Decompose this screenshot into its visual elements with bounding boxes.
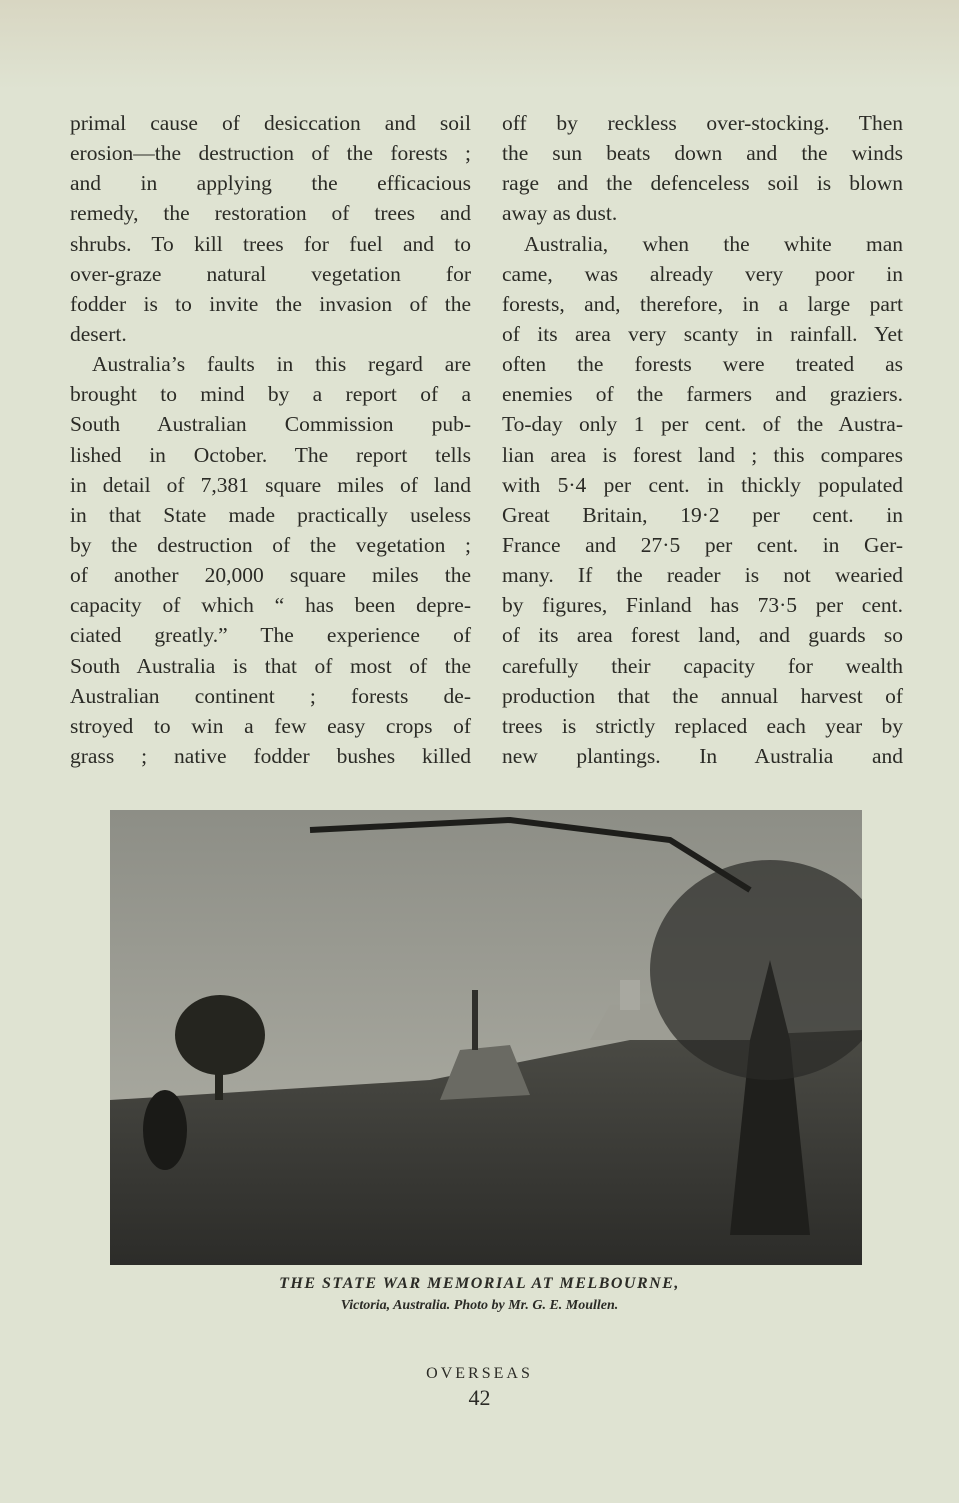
page-number: 42 <box>468 1385 491 1410</box>
text-line: stroyed to win a few easy crops of <box>70 713 471 738</box>
text-line: desert. <box>70 321 127 346</box>
text-line: with 5·4 per cent. in thickly populated <box>502 472 903 497</box>
text-line: many. If the reader is not wearied <box>502 563 903 588</box>
text-line: erosion—the destruction of the forests ; <box>70 141 471 166</box>
text-line: France and 27·5 per cent. in Ger- <box>502 532 903 557</box>
text-line: of another 20,000 square miles the <box>70 563 471 588</box>
text-line: remedy, the restoration of trees and <box>70 201 471 226</box>
text-line: off by reckless over-stocking. Then <box>502 111 903 135</box>
text-line: and in applying the efficacious <box>70 171 471 196</box>
text-line: capacity of which “ has been depre- <box>70 593 471 618</box>
text-line: in that State made practically useless <box>70 502 471 527</box>
text-line: of its area forest land, and guards so <box>502 623 903 648</box>
page-edge-shading <box>0 0 959 90</box>
photo-caption-credit: Victoria, Australia. Photo by Mr. G. E. Moullen. <box>340 1298 619 1313</box>
right-text-column <box>502 108 903 771</box>
text-line: over-graze natural vegetation for <box>70 261 471 286</box>
text-line: grass ; native fodder bushes killed <box>70 743 471 768</box>
text-line: primal cause of desiccation and soil <box>70 111 471 135</box>
text-line: came, was already very poor in <box>502 261 903 286</box>
text-line: South Australia is that of most of the <box>70 653 471 678</box>
left-text-column <box>70 108 471 771</box>
text-line: To-day only 1 per cent. of the Austra- <box>502 412 903 437</box>
text-line: forests, and, therefore, in a large part <box>502 291 903 316</box>
text-line: fodder is to invite the invasion of the <box>70 291 471 316</box>
text-line: away as dust. <box>502 201 618 226</box>
text-line: rage and the defenceless soil is blown <box>502 171 903 196</box>
text-line: of its area very scanty in rainfall. Yet <box>502 321 903 346</box>
text-line: by the destruction of the vegetation ; <box>70 532 471 557</box>
text-line: Great Britain, 19·2 per cent. in <box>502 502 903 527</box>
text-line: often the forests were treated as <box>502 352 903 377</box>
running-title: OVERSEAS <box>426 1365 533 1382</box>
text-line: trees is strictly replaced each year by <box>502 713 903 738</box>
text-line: Australia’s faults in this regard are <box>92 352 471 377</box>
text-line: shrubs. To kill trees for fuel and to <box>70 231 471 256</box>
text-line: South Australian Commission pub- <box>70 412 471 437</box>
text-line: brought to mind by a report of a <box>70 382 471 407</box>
text-line: Australia, when the white man <box>524 231 903 256</box>
text-line: lished in October. The report tells <box>70 442 471 467</box>
text-line: carefully their capacity for wealth <box>502 653 903 678</box>
text-line: the sun beats down and the winds <box>502 141 903 166</box>
text-line: by figures, Finland has 73·5 per cent. <box>502 593 903 618</box>
photo-caption-title: THE STATE WAR MEMORIAL AT MELBOURNE, <box>279 1275 680 1292</box>
text-line: lian area is forest land ; this compares <box>502 442 903 467</box>
text-line: in detail of 7,381 square miles of land <box>70 472 471 497</box>
text-line: Australian continent ; forests de- <box>70 683 471 708</box>
text-line: ciated greatly.” The experience of <box>70 623 471 648</box>
text-line: enemies of the farmers and graziers. <box>502 382 903 407</box>
war-memorial-photo <box>110 810 862 1265</box>
text-line: production that the annual harvest of <box>502 683 903 708</box>
text-line: new plantings. In Australia and <box>502 743 903 768</box>
